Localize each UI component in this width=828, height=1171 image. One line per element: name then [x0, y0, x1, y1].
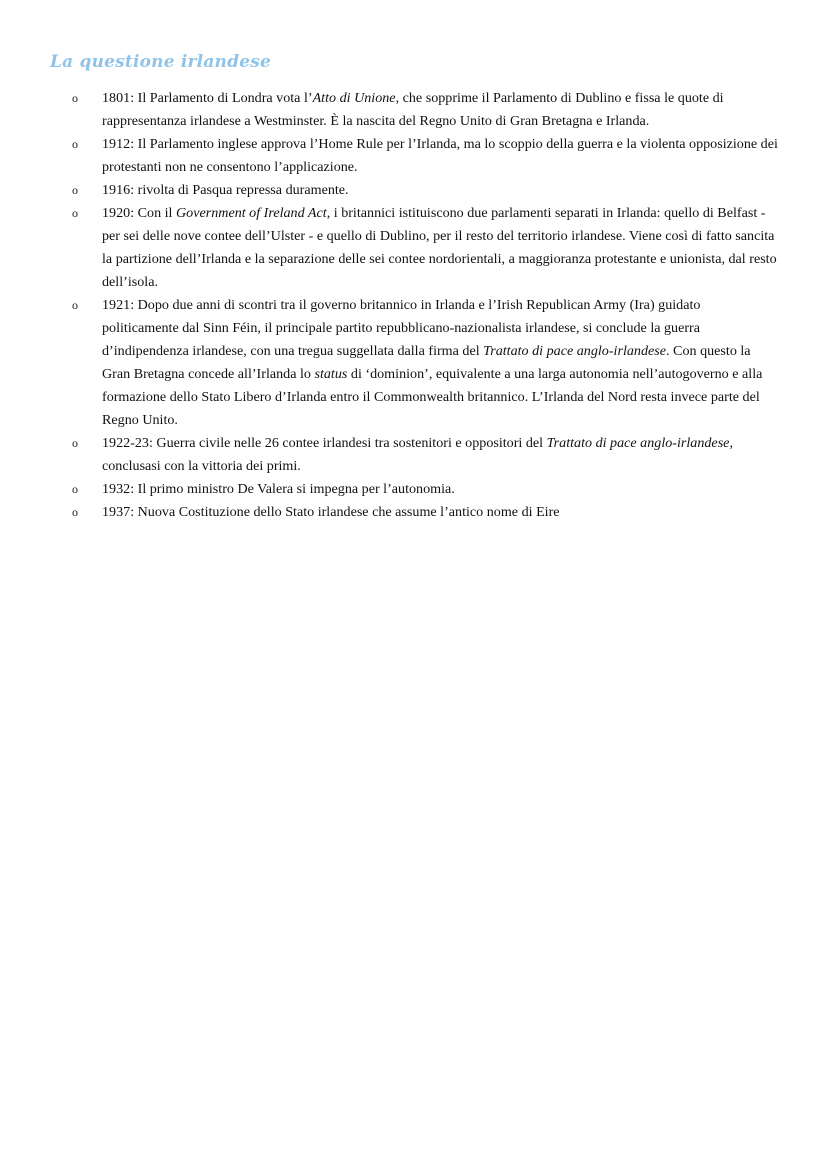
bullet-circle-icon: o: [72, 137, 78, 151]
entry-text: [102, 136, 778, 175]
entry-text: [102, 182, 349, 198]
bullet-circle-icon: o: [72, 206, 78, 220]
text-segment: 1920: Con il: [102, 205, 176, 221]
bullet-circle-icon: o: [72, 183, 78, 197]
bullet-circle-icon: o: [72, 436, 78, 450]
text-segment: 1916: rivolta di Pasqua repressa duramente.: [102, 182, 349, 198]
entry-text: [102, 297, 762, 428]
timeline-list: [0, 87, 828, 524]
italic-title: status: [314, 366, 348, 382]
italic-title: Atto di Unione: [312, 90, 396, 106]
entry-text: [102, 504, 560, 520]
timeline-entry: [0, 87, 828, 133]
entry-text: [102, 90, 724, 129]
timeline-entry: [0, 501, 828, 524]
italic-title: Government of Ireland Act: [176, 205, 327, 221]
entry-text: [102, 435, 733, 474]
timeline-entry: [0, 179, 828, 202]
text-segment: di ‘dominion’, equivalente a una larga autonomia nell’autogoverno e alla formazione dello Stato Libero d’Irlanda entro il Commonwealth britannico. L’Irlanda del Nord resta invece parte del Regno Unito.: [102, 366, 763, 428]
bullet-circle-icon: o: [72, 505, 78, 519]
text-segment: , che sopprime il Parlamento di Dublino e fissa le quote di rappresentanza irlandese a Westminster. È la nascita del Regno Unito di Gran Bretagna e Irlanda.: [102, 90, 724, 129]
italic-title: Trattato di pace anglo-irlandese: [546, 435, 730, 451]
text-segment: , conclusasi con la vittoria dei primi.: [102, 435, 733, 474]
text-segment: . Con questo la Gran Bretagna concede all’Irlanda lo: [102, 343, 751, 382]
entry-text: [102, 205, 777, 290]
timeline-entry: [0, 133, 828, 179]
text-segment: 1801: Il Parlamento di Londra vota l’: [102, 90, 313, 106]
bullet-circle-icon: o: [72, 482, 78, 496]
bullet-circle-icon: o: [72, 298, 78, 312]
bullet-circle-icon: o: [72, 91, 78, 105]
timeline-entry: [0, 202, 828, 294]
timeline-entry: [0, 432, 828, 478]
entry-text: [102, 481, 455, 497]
timeline-entry: [0, 478, 828, 501]
italic-title: Trattato di pace anglo-irlandese: [483, 343, 666, 359]
page-title: La questione irlandese: [50, 52, 272, 72]
timeline-entry: [0, 294, 828, 432]
text-segment: 1921: Dopo due anni di scontri tra il governo britannico in Irlanda e l’Irish Republican Army (Ira) guidato politicamente dal Sinn Féin, il principale partito repubblicano-nazionalista irlandese, si conclude la guerra d’indipendenza irlandese, con una tregua suggellata dalla firma del: [102, 297, 701, 359]
text-segment: 1912: Il Parlamento inglese approva l’Home Rule per l’Irlanda, ma lo scoppio della guerra e la violenta opposizione dei protestanti non ne consentono l’applicazione.: [102, 136, 778, 175]
text-segment: 1932: Il primo ministro De Valera si impegna per l’autonomia.: [102, 481, 455, 497]
text-segment: 1937: Nuova Costituzione dello Stato irlandese che assume l’antico nome di Eire: [102, 504, 560, 520]
text-segment: , i britannici istituiscono due parlamenti separati in Irlanda: quello di Belfast - per sei delle nove contee dell’Ulster - e quello di Dublino, per il resto del territorio irlandese. Viene così di fatto sancita la partizione dell’Irlanda e la separazione delle sei contee nordorientali, a maggioranza protestante e unionista, dal resto dell’isola.: [102, 205, 777, 290]
text-segment: 1922-23: Guerra civile nelle 26 contee irlandesi tra sostenitori e oppositori del: [102, 435, 547, 451]
